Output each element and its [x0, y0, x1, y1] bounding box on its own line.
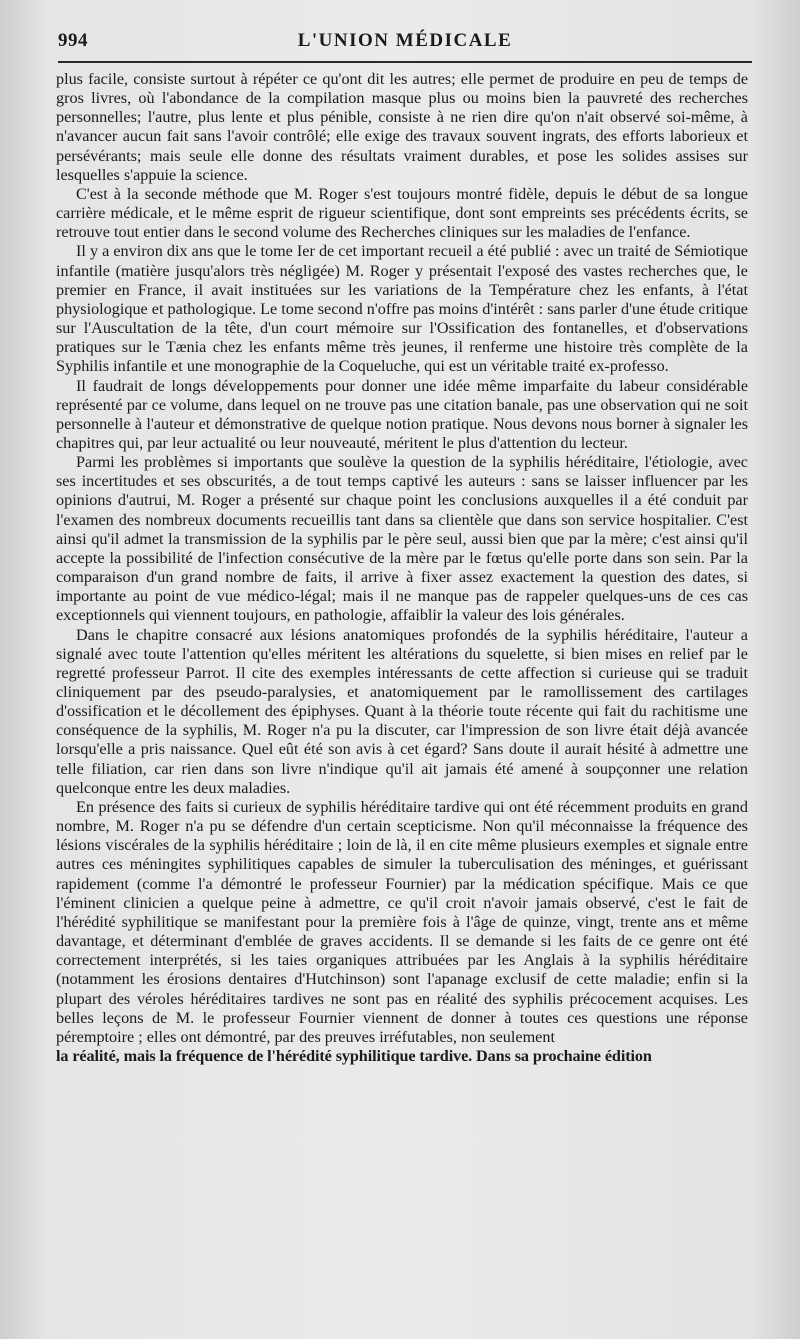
- paragraph: Il faudrait de longs développements pour donner une idée même imparfaite du labeur considérable représenté par ce volume, dans lequel on ne trouve pas une citation banale, pas une observation qui ne soit personnelle à l'auteur et démonstrative de quelque notion pratique. Nous devons nous borner à signaler les chapitres qui, par leur actualité ou leur nouveauté, méritent le plus d'attention du lecteur.: [56, 376, 748, 452]
- header-rule: [58, 61, 752, 63]
- paragraph: Dans le chapitre consacré aux lésions anatomiques profondés de la syphilis héréditaire, l'auteur a signalé avec toute l'attention qu'elles méritent les altérations du squelette, si bien mises en relief par le regretté professeur Parrot. Il cite des exemples intéressants de cette affection si curieuse qui se traduit cliniquement par des pseudo-paralysies, et anatomiquement par le ramollissement des cartilages d'ossification et le décollement des épiphyses. Quant à la théorie toute récente qui fait du rachitisme une conséquence de la syphilis, M. Roger n'a pu la discuter, car l'impression de son livre était déjà avancée lorsqu'elle a pris naissance. Quel eût été son avis à cet égard? Sans doute il aurait hésité à admettre une telle filiation, car rien dans son livre n'indique qu'il ait jamais été amené à soupçonner une relation quelconque entre les deux maladies.: [56, 625, 748, 797]
- journal-title: L'UNION MÉDICALE: [297, 30, 513, 51]
- paragraph: En présence des faits si curieux de syphilis héréditaire tardive qui ont été récemment produits en grand nombre, M. Roger n'a pu se défendre d'un certain scepticisme. Non qu'il méconnaisse la fréquence des lésions viscérales de la syphilis héréditaire ; loin de là, il en cite même plusieurs exemples et signale entre autres ces méningites syphilitiques capables de simuler la tuberculisation des méninges, et guérissant rapidement (comme l'a démontré le professeur Fournier) par la médication spécifique. Mais ce que l'éminent clinicien a quelque peine à admettre, ce qu'il croit n'avoir jamais observé, c'est le fait de l'hérédité syphilitique se manifestant pour la première fois à l'âge de quinze, vingt, trente ans et même davantage, et déterminant d'emblée de graves accidents. Il se demande si les faits de ce genre ont été correctement interprétés, si les taies organiques attribuées par les Anglais à la syphilis héréditaire (notamment les érosions dentaires d'Hutchinson) sont l'apanage exclusif de cette maladie; enfin si la plupart des véroles héréditaires tardives ne sont pas en réalité des syphilis précocement acquises. Les belles leçons de M. le professeur Fournier viennent de donner à toutes ces questions une réponse péremptoire ; elles ont démontré, par des preuves irréfutables, non seulement: [56, 797, 748, 1046]
- article-body: [56, 70, 748, 1066]
- paragraph: C'est à la seconde méthode que M. Roger s'est toujours montré fidèle, depuis le début de sa longue carrière médicale, et le même esprit de rigueur scientifique, dont sont empreints ses précédents écrits, se retrouve tout entier dans le second volume des Recherches cliniques sur les maladies de l'enfance.: [56, 184, 748, 242]
- paragraph: Parmi les problèmes si importants que soulève la question de la syphilis héréditaire, l'étiologie, avec ses incertitudes et ses obscurités, a de tout temps captivé les auteurs : sans se laisser influencer par les opinions d'autrui, M. Roger a présenté sur chaque point les conclusions auxquelles il a été conduit par l'examen des nombreux documents recueillis tant dans sa clientèle que dans son service hospitalier. C'est ainsi qu'il admet la transmission de la syphilis par le père seul, aussi bien que par la mère; c'est ainsi qu'il accepte la possibilité de l'infection consécutive de la mère par le fœtus qu'elle porte dans son sein. Par la comparaison d'un grand nombre de faits, il arrive à fixer assez exactement la question des dates, si importante au point de vue médico-légal; mais il ne manque pas de rappeler quelques-uns de ces cas exceptionnels qui viennent toujours, en pathologie, affaiblir la valeur des lois générales.: [56, 453, 748, 625]
- page-header: [58, 24, 752, 60]
- page-number: 994: [58, 30, 88, 51]
- paragraph: plus facile, consiste surtout à répéter ce qu'ont dit les autres; elle permet de produire en peu de temps de gros livres, où l'abondance de la compilation masque plus ou moins bien la pauvreté des recherches personnelles; l'autre, plus lente et plus pénible, consiste à ne rien dire qu'on n'ait observé soi-même, à n'avancer aucun fait sans l'avoir contrôlé; elle exige des travaux souvent ingrats, des efforts laborieux et persévérants; mais seule elle donne des résultats vraiment durables, et pose les solides assises sur lesquelles s'appuie la science.: [56, 70, 748, 184]
- paragraph: Il y a environ dix ans que le tome Ier de cet important recueil a été publié : avec un traité de Sémiotique infantile (matière jusqu'alors très négligée) M. Roger y présentait l'exposé des vastes recherches que, le premier en France, il avait instituées sur les variations de la Température chez les enfants, à l'état physiologique et pathologique. Le tome second n'offre pas moins d'intérêt : sans parler d'une étude critique sur l'Auscultation de la tête, d'un court mémoire sur l'Ossification des fontanelles, et d'observations pratiques sur le Tænia chez les enfants même très jeunes, il renferme une histoire très complète de la Syphilis infantile et une monographie de la Coqueluche, qui est un véritable traité ex-professo.: [56, 242, 748, 376]
- paragraph-bleed-line: la réalité, mais la fréquence de l'hérédité syphilitique tardive. Dans sa prochaine édition: [56, 1046, 652, 1065]
